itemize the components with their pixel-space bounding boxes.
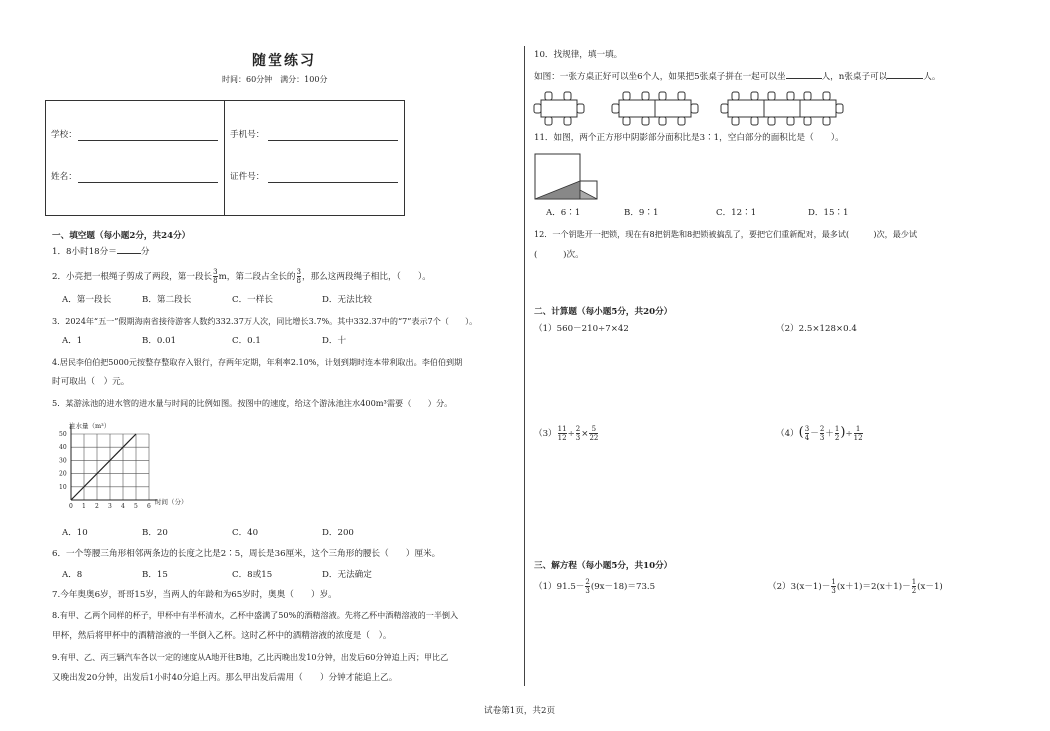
tables-pattern-figure — [533, 88, 853, 130]
squares-figure — [534, 152, 600, 200]
question-10: 如图：一张方桌正好可以坐6个人，如果把5张桌子拼在一起可以坐 人，n张桌子可以 人。 — [534, 72, 941, 82]
question-2: 2．小亮把一根绳子剪成了两段，第一段长 $\frac{3}{8}$ m，第二段占全长的 $\frac{3}{8}$ ，那么这两段绳子相比，（ ）。 — [52, 268, 431, 285]
calc-problem-1: （1）560－210÷7×42 — [534, 324, 629, 334]
name-label: 姓名： — [51, 172, 77, 182]
q11-option-b[interactable]: B．9∶1 — [624, 208, 659, 218]
question-9-line2: 又晚出发20分钟，出发后1小时40分追上丙。那么甲出发后需用（ ）分钟才能追上乙。 — [52, 673, 398, 683]
question-5: 5．某游泳池的进水管的进水量与时间的比例如图。按图中的速度，给这个游泳池注水400m³需要（ ）分。 — [52, 398, 453, 408]
name-field[interactable] — [78, 182, 218, 183]
question-12-line1: 12．一个钥匙开一把锁，现在有8把钥匙和8把锁被搞乱了，要把它们重新配对，最多试( )次，最少试 — [534, 229, 918, 239]
q6-option-d[interactable]: D．无法确定 — [322, 570, 372, 580]
calc-problem-4: （4）( $\frac{3}{4}$ － $\frac{2}{3}$ ＋ $\frac{1}{2}$ )÷ $\frac{1}{12}$ — [776, 425, 863, 442]
q11-option-d[interactable]: D．15∶1 — [808, 208, 849, 218]
section3-heading: 三、解方程（每小题5分，共10分） — [534, 561, 673, 571]
phone-field[interactable] — [268, 140, 398, 141]
y-axis-label: 注水量（m³） — [69, 422, 111, 430]
question-7: 7.今年奥奥6岁，哥哥15岁，当两人的年龄和为65岁时，奥奥（ ）岁。 — [52, 590, 337, 600]
q2-option-b[interactable]: B．第二段长 — [142, 295, 192, 305]
q3-option-a[interactable]: A．1 — [62, 336, 83, 346]
question-4-line1: 4.居民李伯伯把5000元按整存整取存入银行，存两年定期，年利率2.10%，计划到期时连本带利取出。李伯伯到期 — [52, 357, 463, 367]
equation-2: （2）3(x－1)－ $\frac{1}{3}$ (x＋1)＝2(x＋1)－ $\frac{1}{2}$ (x－1) — [768, 578, 943, 595]
calc-problem-3: （3） $\frac{11}{12}$ ÷ $\frac{2}{3}$ × $\frac{5}{22}$ — [534, 425, 599, 442]
q11-option-a[interactable]: A．6∶1 — [546, 208, 581, 218]
question-11: 11．如图，两个正方形中阴影部分面积比是3∶1，空白部分的面积比是（ ）。 — [534, 133, 844, 143]
x-tick-label: 1 — [82, 503, 86, 510]
q3-option-c[interactable]: C．0.1 — [232, 336, 261, 346]
id-label: 证件号： — [230, 172, 265, 182]
question-1: 1．8小时18分＝ 分 — [52, 247, 150, 257]
question-8-line1: 8.有甲、乙两个同样的杯子，甲杯中有半杯清水，乙杯中盛满了50%的酒精溶液。先将乙杯中酒精溶液的一半倒入 — [52, 610, 459, 620]
y-tick-label: 40 — [59, 444, 67, 452]
question-6: 6．一个等腰三角形相邻两条边的长度之比是2∶5，周长是36厘米，这个三角形的腰长（ ）厘米。 — [52, 549, 441, 559]
q2-option-d[interactable]: D．无法比较 — [322, 295, 372, 305]
q5-option-c[interactable]: C．40 — [232, 528, 259, 538]
page-footer: 试卷第1页，共2页 — [484, 706, 556, 716]
x-tick-label: 5 — [134, 503, 138, 510]
series-line-water — [71, 434, 136, 500]
q5-option-d[interactable]: D．200 — [322, 528, 354, 538]
x-axis-label: 时间（分） — [155, 498, 188, 506]
x-tick-label: 0 — [69, 503, 73, 510]
q6-option-c[interactable]: C．8或15 — [232, 570, 273, 580]
question-9-line1: 9.有甲、乙、丙三辆汽车各以一定的速度从A地开往B地，乙比丙晚出发10分钟，出发后60分钟追上丙；甲比乙 — [52, 652, 449, 662]
x-tick-label: 4 — [121, 503, 125, 510]
exam-meta: 时间：60分钟 满分：100分 — [222, 75, 328, 84]
section2-heading: 二、计算题（每小题5分，共20分） — [534, 307, 673, 317]
info-box — [45, 100, 405, 216]
calc-problem-2: （2）2.5×128×0.4 — [776, 324, 857, 334]
question-4-line2: 时可取出（ ）元。 — [52, 377, 130, 387]
q11-option-c[interactable]: C．12∶1 — [716, 208, 757, 218]
phone-label: 手机号： — [230, 130, 265, 140]
id-field[interactable] — [268, 182, 398, 183]
x-tick-label: 6 — [147, 503, 151, 510]
q6-option-a[interactable]: A．8 — [62, 570, 83, 580]
section1-heading: 一、填空题（每小题2分，共24分） — [52, 231, 191, 241]
question-8-line2: 甲杯，然后将甲杯中的酒精溶液的一半倒入乙杯。这时乙杯中的酒精溶液的浓度是（ ）。 — [52, 631, 392, 641]
question-12-line2: ( )次。 — [534, 250, 584, 260]
column-divider — [524, 46, 525, 686]
q3-option-d[interactable]: D．十 — [322, 336, 347, 346]
question-3: 3．2024年“五一”假期海南省接待游客人数约332.37万人次，同比增长3.7%。其中332.37中的“7”表示7个（ ）。 — [52, 316, 478, 326]
school-label: 学校： — [51, 130, 77, 140]
y-tick-label: 10 — [59, 483, 67, 491]
y-tick-label: 30 — [59, 457, 67, 465]
x-tick-label: 3 — [108, 503, 112, 510]
q6-option-b[interactable]: B．15 — [142, 570, 168, 580]
y-tick-label: 50 — [59, 431, 67, 438]
y-tick-label: 20 — [59, 470, 67, 478]
q5-option-b[interactable]: B．20 — [142, 528, 168, 538]
page-title: 随堂练习 — [252, 53, 316, 69]
question-10-heading: 10．找规律，填一填。 — [534, 50, 623, 60]
school-field[interactable] — [78, 140, 218, 141]
q2-option-c[interactable]: C．一样长 — [232, 295, 273, 305]
equation-1: （1）91.5－ $\frac{2}{3}$ (9x－18)＝73.5 — [534, 578, 656, 595]
q5-option-a[interactable]: A．10 — [62, 528, 88, 538]
water-volume-chart — [55, 415, 205, 515]
q3-option-b[interactable]: B．0.01 — [142, 336, 177, 346]
q2-option-a[interactable]: A．第一段长 — [62, 295, 112, 305]
x-tick-label: 2 — [95, 503, 99, 510]
